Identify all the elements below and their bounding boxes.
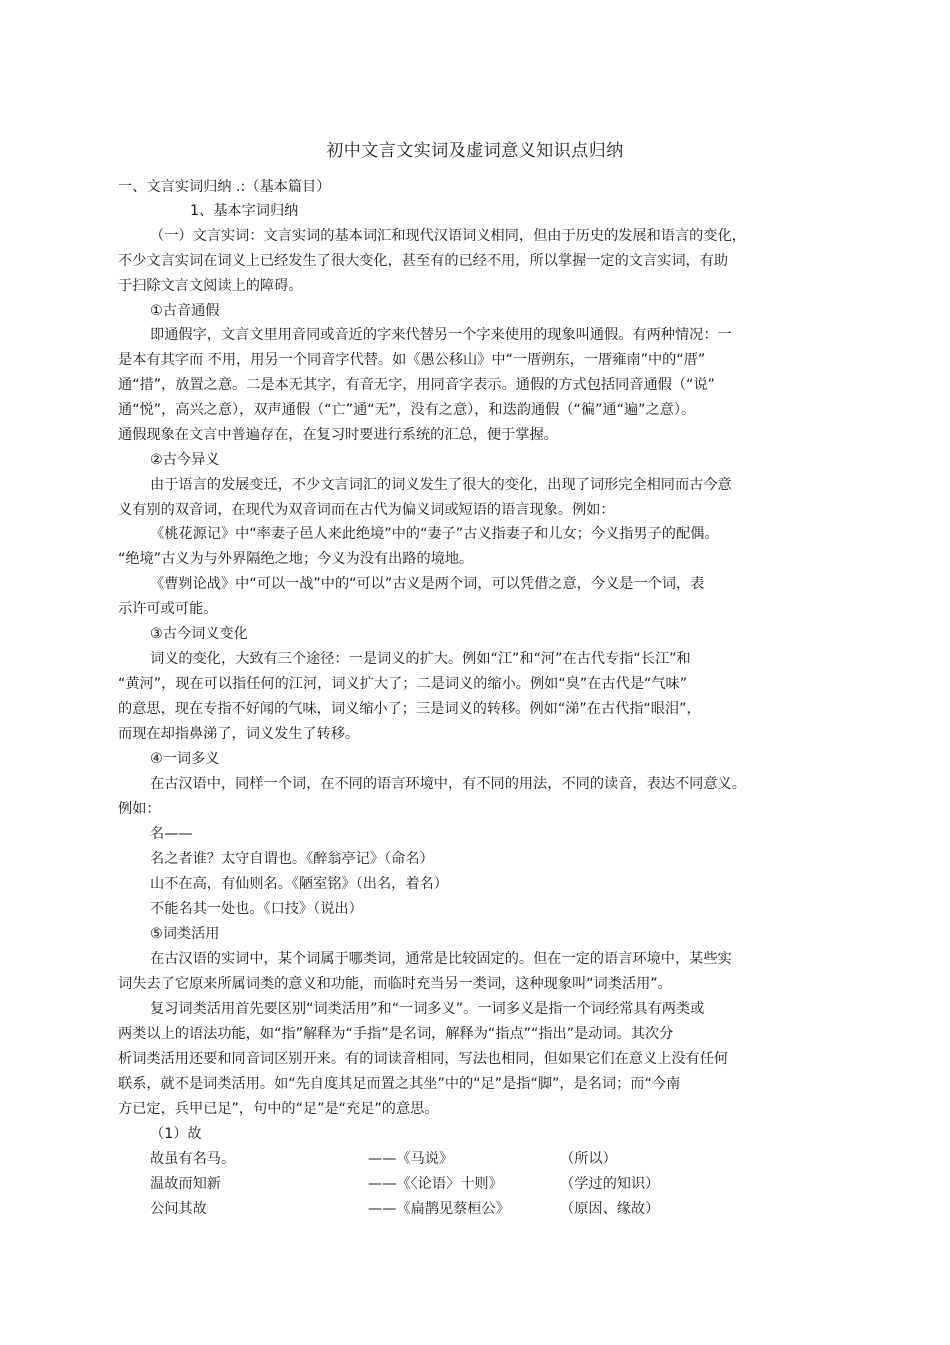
section-heading: 一、文言实词归纳 .:（基本篇目） xyxy=(118,179,331,195)
paragraph-line: 在古汉语的实词中，某个词属于哪类词，通常是比较固定的。但在一定的语言环境中，某些实 xyxy=(150,951,732,967)
example-sentence: 故虽有名马。 xyxy=(150,1151,236,1167)
paragraph-line: “黄河”，现在可以指任何的江河，词义扩大了；二是词义的缩小。例如“臭”在古代是“气味” xyxy=(118,676,688,692)
paragraph-line: “绝境”古义为与外界隔绝之地；今义为没有出路的境地。 xyxy=(118,551,474,567)
paragraph-line: 例如： xyxy=(118,801,161,817)
paragraph-line: 不少文言实词在词义上已经发生了很大变化，甚至有的已经不用，所以掌握一定的文言实词，有助 xyxy=(118,253,729,269)
paragraph-line: 词失去了它原来所属词类的意义和功能，而临时充当另一类词，这种现象叫“词类活用”。 xyxy=(118,976,672,992)
paragraph-line: 联系，就不是词类活用。如“先自度其足而置之其坐”中的“足”是指“脚”，是名词；而“今南 xyxy=(118,1076,681,1092)
example-sentence: 温故而知新 xyxy=(150,1176,221,1192)
paragraph-line: 析词类活用还要和同音词区别开来。有的词读音相同，写法也相同，但如果它们在意义上没有任何 xyxy=(118,1051,729,1067)
example-line: 不能名其一处也。《口技》（说出） xyxy=(150,901,363,917)
example-line: 山不在高，有仙则名。《陋室铭》（出名，着名） xyxy=(150,876,448,892)
paragraph-line: 复习词类活用首先要区别“词类活用”和“一词多义”。一词多义是指一个词经常具有两类或 xyxy=(150,1001,705,1017)
paragraph-line: 义有别的双音词，在现代为双音词而在古代为偏义词或短语的语言现象。例如： xyxy=(118,502,615,518)
page-title: 初中文言文实词及虚词意义知识点归纳 xyxy=(326,141,624,161)
example-meaning: （原因、缘故） xyxy=(560,1201,660,1217)
example-meaning: （学过的知识） xyxy=(560,1176,660,1192)
item-heading: ③古今词义变化 xyxy=(150,626,248,642)
paragraph-line: 词义的变化，大致有三个途径：一是词义的扩大。例如“江”和“河”在古代专指“长江”和 xyxy=(150,651,691,667)
item-heading: ④一词多义 xyxy=(150,751,220,767)
paragraph-line: 通“悦”，高兴之意），双声通假（“亡”通“无”，没有之意），和迭韵通假（“徧”通“遍”之意）。 xyxy=(118,402,696,418)
example-source: ——《马说》 xyxy=(368,1151,454,1167)
paragraph-line: 《桃花源记》中“率妻子邑人来此绝境”中的“妻子”古义指妻子和儿女；今义指男子的配偶。 xyxy=(150,526,719,542)
paragraph-line: 两类以上的语法功能，如“指”解释为“手指”是名词，解释为“指点”“指出”是动词。其次分 xyxy=(118,1026,674,1042)
paragraph-line: 的意思，现在专指不好闻的气味，词义缩小了；三是词义的转移。例如“涕”在古代指“眼泪”， xyxy=(118,701,701,717)
sub-item-heading: （1）故 xyxy=(150,1126,202,1142)
example-sentence: 公问其故 xyxy=(150,1201,207,1217)
item-heading: ⑤词类活用 xyxy=(150,926,220,942)
subsection-heading: 1、基本字词归纳 xyxy=(190,203,299,219)
item-heading: ①古音通假 xyxy=(150,303,220,319)
paragraph-line: 方已定，兵甲已足”，句中的“足”是“充足”的意思。 xyxy=(118,1101,439,1117)
example-line: 名之者谁？太守自谓也。《醉翁亭记》（命名） xyxy=(150,851,434,867)
example-heading: 名—— xyxy=(150,826,193,842)
paragraph-line: 示许可或可能。 xyxy=(118,601,218,617)
paragraph-line: 在古汉语中，同样一个词，在不同的语言环境中，有不同的用法，不同的读音，表达不同意义。 xyxy=(150,776,746,792)
paragraph-line: 由于语言的发展变迁，不少文言词汇的词义发生了很大的变化，出现了词形完全相同而古今意 xyxy=(150,477,732,493)
paragraph-line: 通“措”，放置之意。二是本无其字，有音无字，用同音字表示。通假的方式包括同音通假（“说” xyxy=(118,377,715,393)
paragraph-line: 即通假字，文言文里用音同或音近的字来代替另一个字来使用的现象叫通假。有两种情况：一 xyxy=(150,327,732,343)
example-meaning: （所以） xyxy=(560,1151,617,1167)
example-source: ——《〈论语〉十则》 xyxy=(368,1176,503,1192)
paragraph-line: （一）文言实词：文言实词的基本词汇和现代汉语词义相同，但由于历史的发展和语言的变化， xyxy=(150,228,746,244)
paragraph-line: 于扫除文言文阅读上的障碍。 xyxy=(118,278,303,294)
example-source: ——《扁鹊见蔡桓公》 xyxy=(368,1201,510,1217)
item-heading: ②古今异义 xyxy=(150,452,220,468)
paragraph-line: 是本有其字而 不用，用另一个同音字代替。如《愚公移山》中“一厝朔东，一厝雍南”中的“厝” xyxy=(118,352,706,368)
paragraph-line: 通假现象在文言中普遍存在，在复习时要进行系统的汇总，便于掌握。 xyxy=(118,427,558,443)
paragraph-line: 《曹刿论战》中“可以一战”中的“可以”古义是两个词，可以凭借之意，今义是一个词，表 xyxy=(150,576,705,592)
paragraph-line: 而现在却指鼻涕了，词义发生了转移。 xyxy=(118,726,360,742)
